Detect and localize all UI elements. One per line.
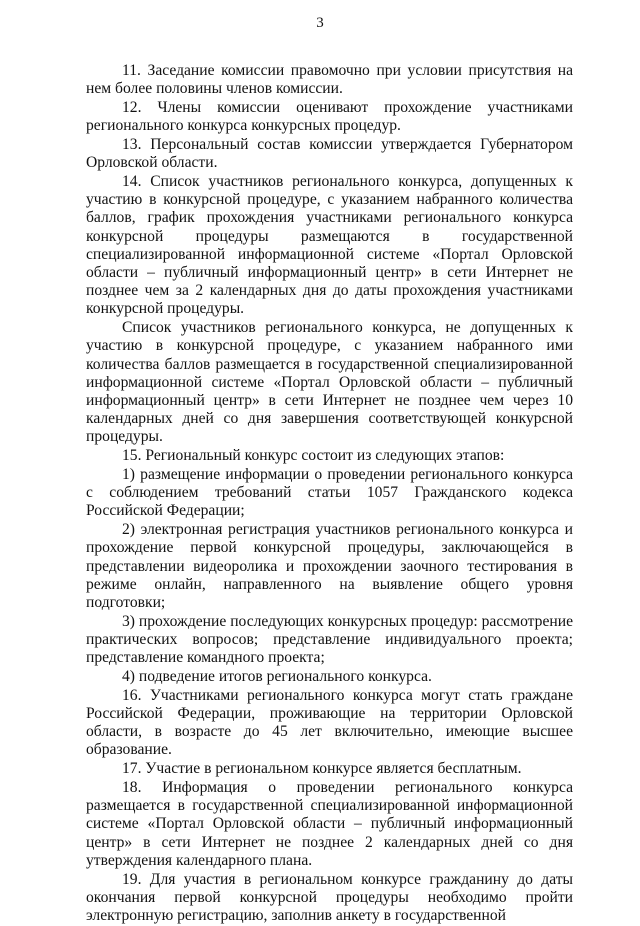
paragraph-14-continued: Список участников регионального конкурса, не допущенных к участию в конкурсной процедуре, с указанием набранного ими количества баллов размещается в государственной специализированной информационной системе «Портал Орловской области – публичный информационный центр» в сети Интернет не позднее чем через 10 календарных дней со дня завершения соответствующей конкурсной процедуры. <box>86 319 573 446</box>
stage-item-2: 2) электронная регистрация участников регионального конкурса и прохождение первой конкурсной процедуры, заключающейся в представлении видеоролика и прохождении заочного тестирования в режиме онлайн, направленного на выявление общего уровня подготовки; <box>86 521 573 612</box>
paragraph-14: 14. Список участников регионального конкурса, допущенных к участию в конкурсной процедуре, с указанием набранного количества баллов, график прохождения участниками регионального конкурса конкурсной процедуры размещаются в государственной специализированной информационной системе «Портал Орловской области – публичный информационный центр» в сети Интернет не позднее чем за 2 календарных дня до даты прохождения участниками конкурсной процедуры. <box>86 173 573 318</box>
paragraph-15: 15. Региональный конкурс состоит из следующих этапов: <box>122 447 505 465</box>
paragraph-11: 11. Заседание комиссии правомочно при условии присутствия на нем более половины членов комиссии. <box>86 62 573 98</box>
stage-item-3: 3) прохождение последующих конкурсных процедур: рассмотрение практических вопросов; представление индивидуального проекта; представление командного проекта; <box>86 612 573 667</box>
paragraph-16: 16. Участниками регионального конкурса могут стать граждане Российской Федерации, проживающие на территории Орловской области, в возрасте до 45 лет включительно, имеющие высшее образование. <box>86 686 573 759</box>
paragraph-13: 13. Персональный состав комиссии утверждается Губернатором Орловской области. <box>86 136 573 172</box>
paragraph-17: 17. Участие в региональном конкурсе является бесплатным. <box>122 760 522 778</box>
paragraph-19: 19. Для участия в региональном конкурсе гражданину до даты окончания первой конкурсной процедуры необходимо пройти электронную регистрацию, заполнив анкету в государственной <box>86 870 573 925</box>
stage-item-4: 4) подведение итогов регионального конкурса. <box>122 668 432 686</box>
page-number: 3 <box>316 15 324 31</box>
stage-item-1: 1) размещение информации о проведении регионального конкурса с соблюдением требований статьи 1057 Гражданского кодекса Российской Федерации; <box>86 466 573 520</box>
document-body <box>86 62 573 926</box>
paragraph-18: 18. Информация о проведении регионального конкурса размещается в государственной специализированной информационной системе «Портал Орловской области – публичный информационный центр» в сети Интернет не позднее 2 календарных дней со дня утверждения календарного плана. <box>86 779 573 869</box>
paragraph-12: 12. Члены комиссии оценивают прохождение участниками регионального конкурса конкурсных процедур. <box>86 99 573 135</box>
